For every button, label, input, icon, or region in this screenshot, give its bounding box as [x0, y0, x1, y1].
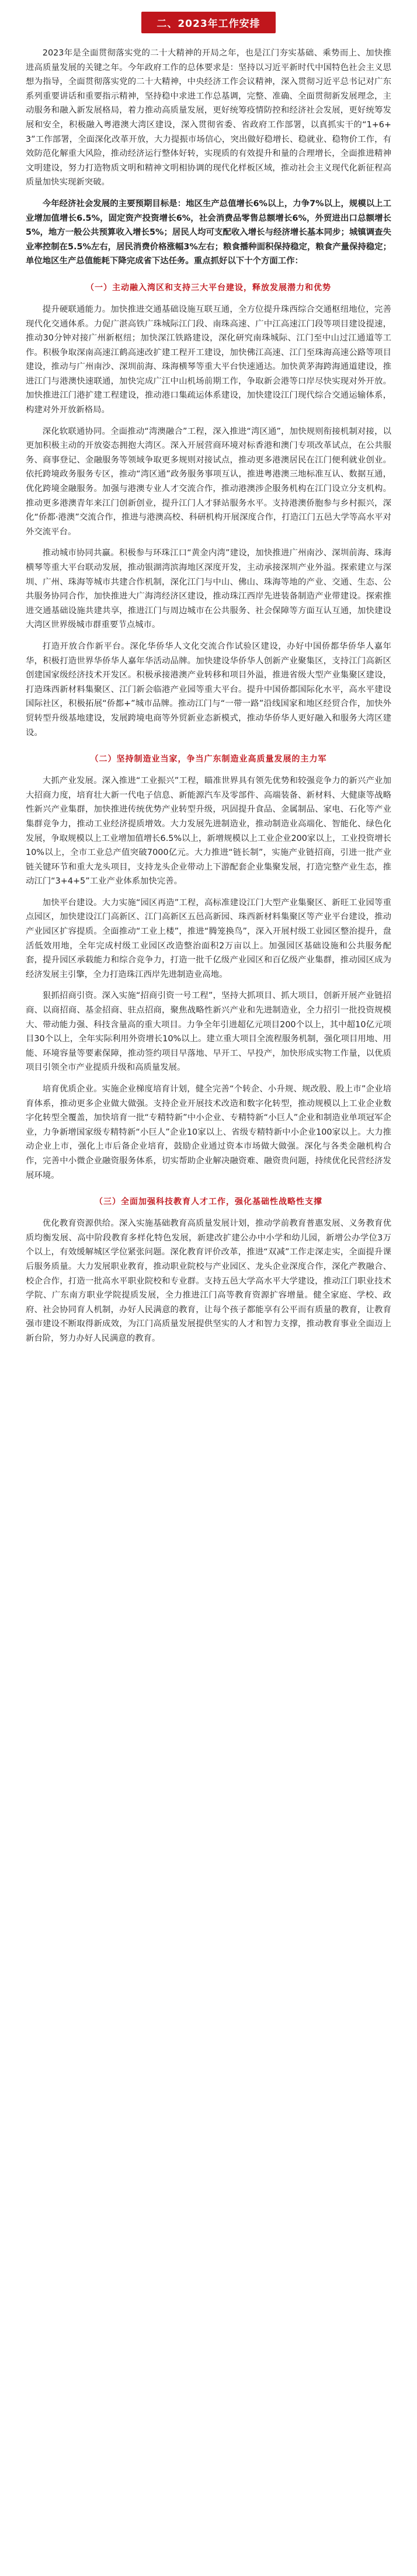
section1-paragraph-3: 推动城市协同共赢。积极参与环珠江口“黄金内湾”建设，加快推进广州南沙、深圳前海、珠海横琴等重大平台联动发展，推动银湖湾滨海地区深度开发，主动承接深圳产业外溢。探索建立与深圳、广州、珠海等城市共建合作机制，深化江门与中山、佛山、珠海等地的产业、交通、生态、公共服务协同合作，加快推进大广海湾经济区建设，推动珠江西岸先进装备制造产业带建设。探索推进交通基础设施共建共享，推进江门与周边城市在公共服务、社会保障等方面互认互通，加快建设大湾区世界级城市群重要节点城市。	[26, 548, 391, 630]
section2-paragraph-4: 培育优质企业。实施企业梯度培育计划，健全完善“个转企、小升规、规改股、股上市”企业培育体系，推动更多企业做大做强。支持企业开展技术改造和数字化转型，推动规模以上工业企业数字化转型全覆盖，加快培育一批“专精特新”中小企业、专精特新“小巨人”企业和制造业单项冠军企业，力争新增国家级专精特新“小巨人”企业10家以上、省级专精特新中小企业100家以上。大力推动企业上市，强化上市后备企业培育，鼓励企业通过资本市场做大做强。深化与各类金融机构合作，完善中小微企业融资服务体系，切实帮助企业解决融资难、融资贵问题，持续优化民营经济发展环境。	[26, 1084, 391, 1180]
subheading-2: （二）坚持制造业当家，争当广东制造业高质量发展的主力军	[90, 755, 327, 764]
subheading-3: （三）全面加强科技教育人才工作，强化基础性战略性支撑	[95, 1197, 322, 1207]
section2-paragraph-1: 大抓产业发展。深入推进“工业振兴”工程，瞄准世界具有领先优势和较强竞争力的新兴产业加大招商力度，培育壮大新一代电子信息、新能源汽车及零部件、高端装备、新材料、大健康等战略性新兴产业集群，加快推进传统优势产业转型升级，巩固提升食品、金属制品、家电、石化等产业集群竞争力，推动工业经济提质增效。大力发展先进制造业，推动制造业高端化、智能化、绿色化发展，争取规模以上工业增加值增长6.5%以上，新增规模以上工业企业200家以上，工业投资增长10%以上，全市工业总产值突破7000亿元。大力推进“链长制”，实施产业链招商，引进一批产业链关键环节和重大龙头项目，支持龙头企业带动上下游配套企业集聚发展，打造完整产业生态，推动江门“3+4+5”工业产业体系加快完善。	[26, 776, 391, 887]
section-banner-wrap	[26, 12, 391, 33]
section3-paragraph-1: 优化教育资源供给。深入实施基础教育高质量发展计划，推动学前教育普惠发展、义务教育优质均衡发展、高中阶段教育多样化特色发展，新建改扩建公办中小学和幼儿园，新增公办学位3万个以上，有效缓解城区学位紧张问题。深化教育评价改革，推进“双减”工作走深走实，全面提升课后服务质量。大力发展职业教育，推动职业院校与产业园区、龙头企业深度合作，深化产教融合、校企合作，打造一批高水平职业院校和专业群。支持五邑大学高水平大学建设，推动江门职业技术学院、广东南方职业学院提质发展，全力推进江门高等教育资源扩容增量。健全家庭、学校、政府、社会协同育人机制，办好人民满意的教育，让每个孩子都能享有公平而有质量的教育，让教育强市建设不断取得新成效，为江门高质量发展提供坚实的人才和智力支撑，推动教育事业全面迈上新台阶，努力办好人民满意的教育。	[26, 1219, 391, 1343]
section1-paragraph-4: 打造开放合作新平台。深化华侨华人文化交流合作试验区建设，办好中国侨都华侨华人嘉年华，积极打造世界华侨华人嘉年华活动品牌。加快建设华侨华人创新产业聚集区，支持江门高新区创建国家级经济技术开发区。积极承接港澳产业转移和项目外溢，推进省级大型产业集聚区建设，打造珠西新材料集聚区、江门新会临港产业园等重大平台。提升中国侨都国际化水平，高水平建设国际社区，积极拓展“侨都+”城市品牌。推动江门与“一带一路”沿线国家和地区经贸合作，加快外贸转型升级基地建设，发展跨境电商等外贸新业态新模式，推动华侨华人更好融入和服务大湾区建设。	[26, 641, 391, 738]
section-banner: 二、2023年工作安排	[141, 12, 275, 33]
intro-paragraph-2: 今年经济社会发展的主要预期目标是：地区生产总值增长6%以上，力争7%以上，规模以上工业增加值增长6.5%，固定资产投资增长6%，社会消费品零售总额增长6%，外贸进出口总额增长5%，地方一般公共预算收入增长5%；居民人均可支配收入增长与经济增长基本同步；城镇调查失业率控制在5.5%左右，居民消费价格涨幅3%左右；粮食播种面积保持稳定，粮食产量保持稳定；单位地区生产总值能耗下降完成省下达任务。重点抓好以下十个方面工作：	[26, 199, 391, 266]
section1-paragraph-1: 提升硬联通能力。加快推进交通基础设施互联互通，全方位提升珠西综合交通枢纽地位，完善现代化交通体系。力促广湛高铁广珠城际江门段、南珠高速、广中江高速江门段等项目建设提速，推动30分钟对接广州新枢纽；加快深江铁路建设，深化研究南珠城际、江门至中山过江通道等工作。积极争取深南高速江鹤高速改扩建工程开工建设，加快佛江高速、江门至珠海高速公路等项目建设，推动与广州南沙、深圳前海、珠海横琴等重大平台快速通达。加快黄茅海跨海通道建设，推进江门与港澳快速联通，加快完成广江中山机场前期工作，争取新会港等口岸尽快实现对外开放。加快推进江门港扩建工程建设，推动港口集疏运体系建设，加快建设江门现代综合交通运输体系，构建对外开放新格局。	[26, 304, 391, 415]
intro-paragraph-1: 2023年是全面贯彻落实党的二十大精神的开局之年，也是江门夯实基础、乘势而上、加快推进高质量发展的关键之年。今年政府工作的总体要求是：坚持以习近平新时代中国特色社会主义思想为指导，全面贯彻落实党的二十大精神，中央经济工作会议精神，深入贯彻习近平总书记对广东系列重要讲话和重要指示精神，坚持稳中求进工作总基调，完整、准确、全面贯彻新发展理念，主动服务和融入新发展格局，着力推动高质量发展，更好统筹疫情防控和经济社会发展，更好统筹发展和安全，积极融入粤港澳大湾区建设，深入贯彻省委、省政府工作部署，以真抓实干的“1+6+3”工作部署，全面深化改革开放，大力提振市场信心，突出做好稳增长、稳就业、稳物价工作，有效防范化解重大风险，推动经济运行整体好转，实现质的有效提升和量的合理增长，全面推进精神文明建设，努力打造物质文明和精神文明相协调的现代化样板区域，推动社会主义现代化新征程高质量加快实现新突破。	[26, 48, 391, 187]
subheading-1: （一）主动融入湾区和支持三大平台建设，释放发展潜力和优势	[86, 283, 331, 293]
section2-paragraph-3: 狠抓招商引资。深入实施“招商引资一号工程”，坚持大抓项目、抓大项目，创新开展产业链招商、以商招商、基金招商、驻点招商，聚焦战略性新兴产业和先进制造业，全力招引一批投资规模大、带动能力强、科技含量高的重大项目。力争全年引进超亿元项目200个以上，其中超10亿元项目30个以上，全年实际利用外资增长10%以上。建立重大项目全流程服务机制，强化项目用地、用能、环境容量等要素保障，推动签约项目早落地、早开工、早投产，加快形成实物工作量，以优质项目引领全市产业提质升级和高质量发展。	[26, 991, 391, 1073]
section1-paragraph-2: 深化软联通协同。全面推动“湾澳融合”工程，深入推进“湾区通”，加快规则衔接机制对接，以更加积极主动的开放姿态拥抱大湾区。深入开展营商环境对标香港和澳门专项改革试点，在公共服务、商事登记、金融服务等领域争取更多规则对接试点，推动更多港澳居民在江门便利就业创业。依托跨境政务服务专区，推动“湾区通”政务服务事项互认，推进粤港澳三地标准互认、数据互通，优化跨境金融服务。加强与港澳专业人才交流合作，推动港澳涉企服务机构在江门设立分支机构。推动更多港澳青年来江门创新创业，提升江门人才驿站服务水平。支持港澳侨胞参与乡村振兴，深化“侨都·港澳”交流合作，推进与港澳高校、科研机构开展深度合作，打造江门五邑大学等高水平对外交流平台。	[26, 426, 391, 537]
section2-paragraph-2: 加快平台建设。大力实施“园区再造”工程，高标准建设江门大型产业集聚区、新旺工业园等重点园区，加快建设江门高新区、江门高新区五邑高新园、珠西新材料集聚区等产业平台建设，推动产业园区扩容提质。全面推动“工业上楼”，推进“腾笼换鸟”，深入开展村级工业园区整治提升，盘活低效用地，全年完成村级工业园区改造整治面积2万亩以上。加强园区基础设施和公共服务配套，提升园区承载能力和综合竞争力，打造一批千亿级产业园区和百亿级产业集群，推动园区成为经济发展主引擎，全力打造珠江西岸先进制造业高地。	[26, 898, 391, 979]
